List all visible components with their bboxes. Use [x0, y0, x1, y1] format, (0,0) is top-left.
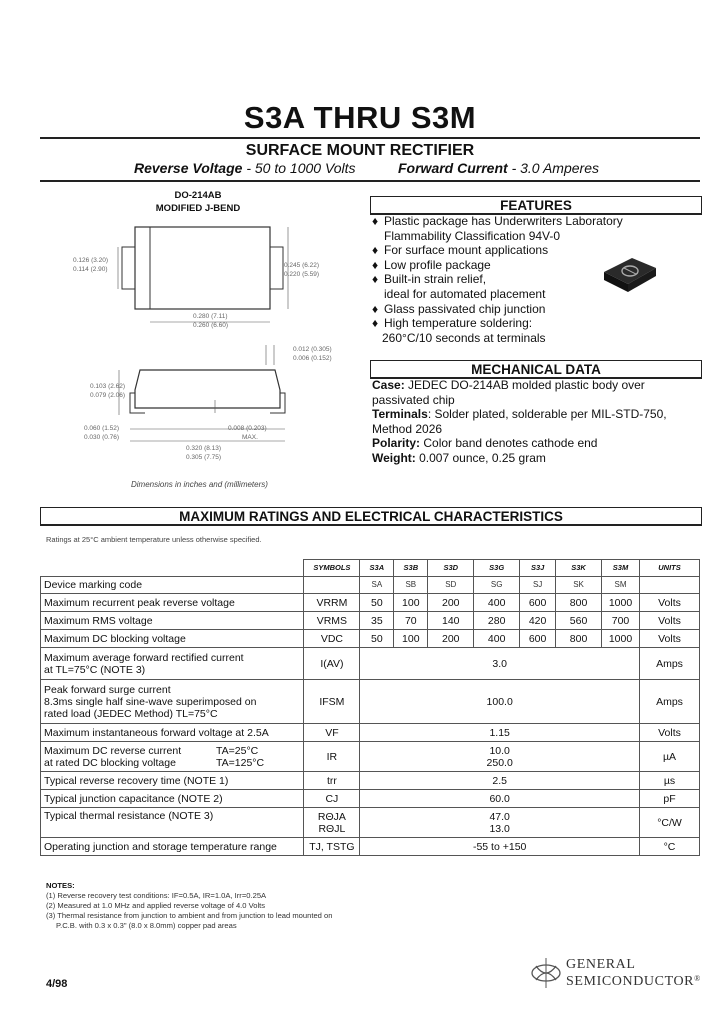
title-divider [40, 137, 700, 139]
ratings-table [40, 559, 700, 856]
dim-label: 0.079 (2.06) [90, 392, 126, 399]
table-row: Device marking code SA SB SD SG SJ SK SM [41, 577, 700, 594]
body-side-view [135, 370, 280, 408]
lead-left [122, 247, 135, 289]
column-header: S3D [428, 560, 474, 577]
subtitle: SURFACE MOUNT RECTIFIER [245, 142, 475, 159]
jbend-right [270, 393, 285, 413]
reverse-voltage: Reverse Voltage - 50 to 1000 Volts [134, 160, 356, 176]
table-row: Maximum instantaneous forward voltage at 2.5A VF 1.15 Volts [41, 724, 700, 742]
logo-line-semiconductor: SEMICONDUCTOR® [566, 974, 701, 989]
feature-item: Flammability Classification 94V-0 [384, 228, 561, 243]
table-row: Maximum average forward rectified current at TL=75°C (NOTE 3) I(AV) 3.0 Amps [41, 648, 700, 680]
column-header: S3A [360, 560, 394, 577]
column-header: S3M [602, 560, 640, 577]
chip-photo [598, 250, 660, 295]
table-row: Typical junction capacitance (NOTE 2) CJ 60.0 pF [41, 790, 700, 808]
features-heading: FEATURES [370, 196, 702, 214]
column-header: UNITS [639, 560, 699, 577]
package-name: DO-214AB [174, 190, 222, 201]
revision-date: 4/98 [46, 978, 68, 990]
ratings-note: Ratings at 25°C ambient temperature unless otherwise specified. [46, 535, 262, 544]
table-row: Maximum RMS voltage VRMS 35 70 140 280 420 560 700 Volts [41, 612, 700, 630]
feature-item: ♦ Plastic package has Underwriters Laboratory [372, 214, 623, 228]
lead-right [270, 247, 283, 289]
notes-section: NOTES: (1) Reverse recovery test conditions: IF=0.5A, IR=1.0A, Irr=0.25A (2) Measured at 1.0 MHz and applied reverse voltage of 4.0 Volts (3) Thermal resistance from junction to ambient and from junction to lead mounted on P.C.B. with 0.3 x 0.3" (8.0 x 8.0mm) copper pad areas [46, 881, 333, 930]
dim-label: 0.260 (6.60) [193, 322, 229, 329]
dim-label: 0.103 (2.62) [90, 383, 126, 390]
mechanical-heading: MECHANICAL DATA [370, 360, 702, 378]
ratings-rule [40, 524, 702, 526]
dim-label: MAX. [242, 434, 258, 441]
feature-item: 260°C/10 seconds at terminals [382, 330, 546, 345]
dim-label: 0.220 (5.59) [284, 271, 320, 278]
case-line: Case: JEDEC DO-214AB molded plastic body over passivated chip [372, 378, 645, 407]
forward-current: Forward Current - 3.0 Amperes [398, 160, 599, 176]
dim-label: 0.012 (0.305) [293, 346, 332, 353]
dim-label: 0.114 (2.90) [73, 266, 108, 273]
mechanical-data [372, 378, 697, 466]
table-row: Operating junction and storage temperature range TJ, TSTG -55 to +150 °C [41, 838, 700, 856]
ratings-heading: MAXIMUM RATINGS AND ELECTRICAL CHARACTERISTICS [40, 507, 702, 525]
feature-item: ♦ Built-in strain relief, [372, 272, 487, 287]
general-semiconductor-logo-icon [528, 956, 564, 990]
feature-item: ♦ Glass passivated chip junction [372, 301, 546, 316]
header-divider [40, 180, 700, 182]
dimensions-caption: Dimensions in inches and (millimeters) [131, 480, 268, 489]
package-variant: MODIFIED J-BEND [155, 203, 241, 214]
body-top-view [135, 227, 270, 309]
column-header: SYMBOLS [304, 560, 360, 577]
table-row: Maximum DC reverse current TA=25°C at rated DC blocking voltage TA=125°C IR 10.0 250.0 µA [41, 742, 700, 772]
table-row: Maximum recurrent peak reverse voltage VRRM 50 100 200 400 600 800 1000 Volts [41, 594, 700, 612]
dim-label: 0.280 (7.11) [193, 313, 228, 320]
table-header-row [41, 560, 700, 577]
dim-label: 0.060 (1.52) [84, 425, 120, 432]
dim-label: 0.245 (6.22) [284, 262, 320, 269]
weight-line: Weight: 0.007 ounce, 0.25 gram [372, 450, 546, 465]
logo-line-general: GENERAL [566, 957, 636, 972]
table-row: Typical thermal resistance (NOTE 3) RΘJA RΘJL 47.0 13.0 °C/W [41, 808, 700, 838]
dim-label: 0.305 (7.75) [186, 454, 222, 461]
dim-label: 0.008 (0.203) [228, 425, 267, 432]
table-row: Maximum DC blocking voltage VDC 50 100 200 400 600 800 1000 Volts [41, 630, 700, 648]
table-row: Typical reverse recovery time (NOTE 1) trr 2.5 µs [41, 772, 700, 790]
feature-item: ♦ For surface mount applications [372, 243, 549, 258]
polarity-line: Polarity: Color band denotes cathode end [372, 436, 598, 451]
feature-item: ♦ High temperature soldering: [372, 316, 533, 331]
dim-label: 0.030 (0.76) [84, 434, 120, 441]
column-header: S3B [394, 560, 428, 577]
column-header: S3G [474, 560, 520, 577]
table-row: Peak forward surge current 8.3ms single half sine-wave superimposed on rated load (JEDEC Method) TL=75°C IFSM 100.0 Amps [41, 680, 700, 724]
jbend-left [130, 393, 145, 413]
dim-label: 0.320 (8.13) [186, 445, 222, 452]
dim-label: 0.126 (3.20) [73, 257, 109, 264]
feature-item: ideal for automated placement [384, 286, 546, 301]
page-title: S3A THRU S3M [243, 100, 477, 135]
feature-item: ♦ Low profile package [372, 257, 491, 272]
column-header: S3J [520, 560, 556, 577]
dim-label: 0.006 (0.152) [293, 355, 332, 362]
terminals-line: Terminals: Solder plated, solderable per MIL-STD-750, Method 2026 [372, 407, 667, 436]
column-header: S3K [556, 560, 602, 577]
